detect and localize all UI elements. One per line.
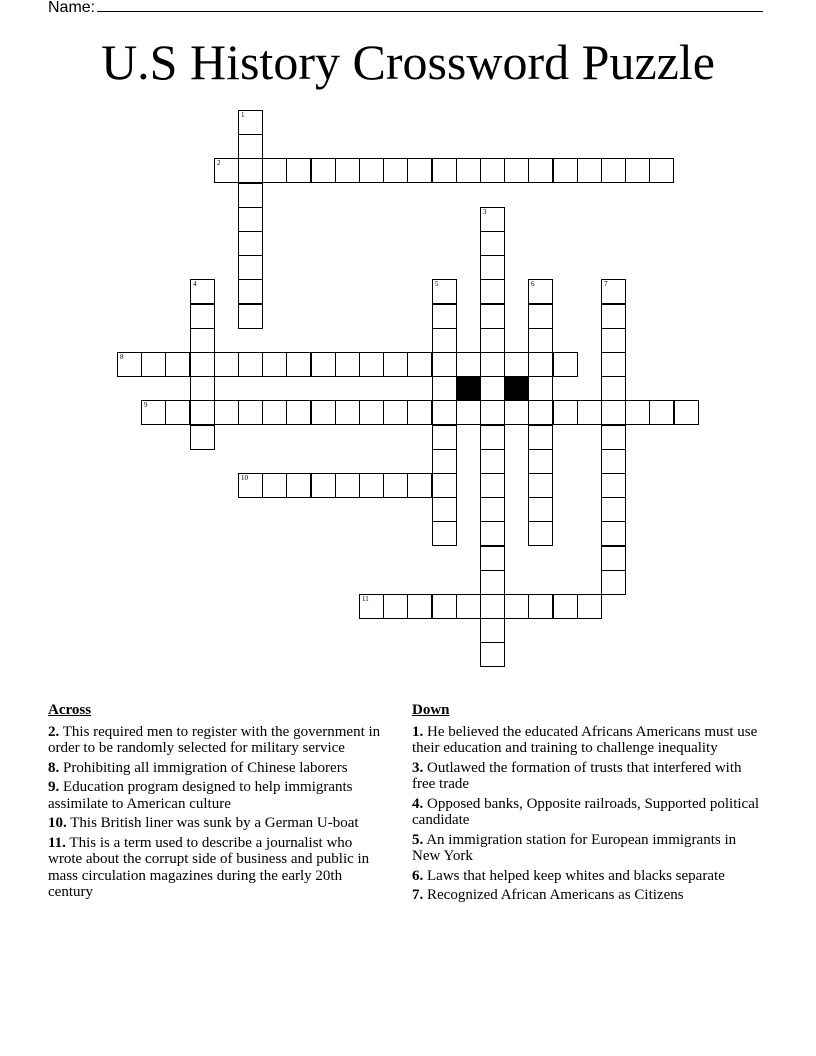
grid-cell[interactable] — [553, 352, 578, 377]
clue-number: 2 — [217, 159, 221, 167]
grid-cell[interactable] — [601, 352, 626, 377]
grid-cell[interactable] — [407, 594, 432, 619]
grid-cell[interactable] — [238, 207, 263, 232]
grid-cell[interactable] — [238, 158, 263, 183]
grid-cell[interactable] — [432, 376, 457, 401]
grid-cell[interactable] — [480, 400, 505, 425]
grid-cell[interactable] — [480, 618, 505, 643]
grid-cell[interactable] — [238, 231, 263, 256]
clue-down-1: 1. He believed the educated Africans Americans must use their education and training to challenge inequality — [412, 723, 758, 756]
clue-number: 1 — [241, 111, 245, 119]
clue-across-11: 11. This is a term used to describe a journalist who wrote about the corrupt side of business and public in mass circulation magazines during the early 20th century — [48, 834, 370, 900]
grid-cell[interactable] — [311, 473, 336, 498]
grid-cell[interactable] — [601, 473, 626, 498]
grid-cell[interactable] — [625, 400, 650, 425]
grid-cell[interactable] — [214, 352, 239, 377]
grid-cell[interactable] — [238, 279, 263, 304]
grid-cell[interactable] — [480, 376, 505, 401]
grid-cell[interactable] — [286, 352, 311, 377]
grid-cell[interactable] — [383, 352, 408, 377]
grid-cell[interactable] — [165, 352, 190, 377]
grid-cell[interactable] — [456, 158, 481, 183]
grid-cell[interactable] — [577, 158, 602, 183]
clue-number: 5 — [435, 280, 439, 288]
grid-cell[interactable] — [601, 425, 626, 450]
grid-cell[interactable] — [674, 400, 699, 425]
grid-cell[interactable] — [553, 594, 578, 619]
clue-number: 11 — [362, 595, 369, 603]
grid-cell[interactable] — [383, 473, 408, 498]
grid-cell[interactable] — [480, 207, 505, 232]
grid-cell[interactable] — [432, 352, 457, 377]
grid-cell[interactable] — [480, 279, 505, 304]
grid-cell[interactable] — [528, 304, 553, 329]
grid-cell[interactable] — [359, 400, 384, 425]
grid-cell[interactable] — [190, 376, 215, 401]
clue-across-2: 2. This required men to register with the government in order to be randomly selected for military service — [48, 723, 381, 756]
black-cell — [456, 376, 481, 401]
grid-cell[interactable] — [480, 570, 505, 595]
name-label: Name: — [48, 0, 96, 16]
grid-cell[interactable] — [238, 352, 263, 377]
grid-cell[interactable] — [407, 352, 432, 377]
grid-cell[interactable] — [432, 158, 457, 183]
clue-down-7: 7. Recognized African Americans as Citizens — [412, 887, 684, 903]
grid-cell[interactable] — [335, 473, 360, 498]
grid-cell[interactable] — [601, 279, 626, 304]
grid-cell[interactable] — [480, 449, 505, 474]
grid-cell[interactable] — [456, 594, 481, 619]
grid-cell[interactable] — [553, 158, 578, 183]
grid-cell[interactable] — [601, 304, 626, 329]
clue-across-9: 9. Education program designed to help immigrants assimilate to American culture — [48, 779, 353, 812]
down-heading: Down — [412, 702, 450, 718]
grid-cell[interactable] — [504, 594, 529, 619]
grid-cell[interactable] — [480, 642, 505, 667]
across-clues — [48, 702, 386, 904]
grid-cell[interactable] — [238, 304, 263, 329]
grid-cell[interactable] — [480, 328, 505, 353]
grid-cell[interactable] — [432, 304, 457, 329]
clue-number: 4 — [193, 280, 197, 288]
grid-cell[interactable] — [528, 158, 553, 183]
grid-cell[interactable] — [553, 400, 578, 425]
grid-cell[interactable] — [165, 400, 190, 425]
grid-cell[interactable] — [480, 425, 505, 450]
grid-cell[interactable] — [528, 497, 553, 522]
grid-cell[interactable] — [432, 425, 457, 450]
grid-cell[interactable] — [407, 400, 432, 425]
grid-cell[interactable] — [214, 400, 239, 425]
grid-cell[interactable] — [190, 425, 215, 450]
grid-cell[interactable] — [601, 570, 626, 595]
grid-cell[interactable] — [480, 594, 505, 619]
grid-cell[interactable] — [528, 328, 553, 353]
grid-cell[interactable] — [286, 473, 311, 498]
grid-cell[interactable] — [238, 183, 263, 208]
grid-cell[interactable] — [528, 400, 553, 425]
clue-number: 8 — [120, 353, 124, 361]
grid-cell[interactable] — [480, 473, 505, 498]
grid-cell[interactable] — [601, 328, 626, 353]
clue-down-3: 3. Outlawed the formation of trusts that interfered with free trade — [412, 759, 742, 792]
grid-cell[interactable] — [649, 158, 674, 183]
grid-cell[interactable] — [504, 400, 529, 425]
grid-cell[interactable] — [528, 376, 553, 401]
grid-cell[interactable] — [335, 158, 360, 183]
grid-cell[interactable] — [117, 352, 142, 377]
grid-cell[interactable] — [601, 400, 626, 425]
grid-cell[interactable] — [528, 352, 553, 377]
grid-cell[interactable] — [480, 352, 505, 377]
clue-across-10: 10. This British liner was sunk by a German U-boat — [48, 815, 359, 831]
grid-cell[interactable] — [190, 304, 215, 329]
grid-cell[interactable] — [432, 521, 457, 546]
grid-cell[interactable] — [601, 376, 626, 401]
grid-cell[interactable] — [577, 400, 602, 425]
clue-number: 3 — [483, 208, 487, 216]
grid-cell[interactable] — [383, 400, 408, 425]
grid-cell[interactable] — [601, 158, 626, 183]
grid-cell[interactable] — [262, 158, 287, 183]
grid-cell[interactable] — [407, 473, 432, 498]
grid-cell[interactable] — [407, 158, 432, 183]
grid-cell[interactable] — [262, 400, 287, 425]
grid-cell[interactable] — [190, 279, 215, 304]
grid-cell[interactable] — [311, 400, 336, 425]
grid-cell[interactable] — [528, 473, 553, 498]
clue-number: 9 — [144, 401, 148, 409]
grid-cell[interactable] — [456, 400, 481, 425]
grid-cell[interactable] — [311, 158, 336, 183]
grid-cell[interactable] — [262, 473, 287, 498]
grid-cell[interactable] — [238, 134, 263, 159]
grid-cell[interactable] — [432, 279, 457, 304]
grid-cell[interactable] — [432, 473, 457, 498]
grid-cell[interactable] — [141, 400, 166, 425]
grid-cell[interactable] — [432, 497, 457, 522]
grid-cell[interactable] — [432, 449, 457, 474]
grid-cell[interactable] — [262, 352, 287, 377]
grid-cell[interactable] — [141, 352, 166, 377]
grid-cell[interactable] — [359, 473, 384, 498]
grid-cell[interactable] — [383, 594, 408, 619]
across-heading: Across — [48, 702, 92, 718]
grid-cell[interactable] — [190, 328, 215, 353]
grid-cell[interactable] — [190, 352, 215, 377]
grid-cell[interactable] — [359, 594, 384, 619]
grid-cell[interactable] — [601, 497, 626, 522]
grid-cell[interactable] — [238, 110, 263, 135]
clue-number: 10 — [241, 474, 248, 482]
grid-cell[interactable] — [286, 400, 311, 425]
clue-down-6: 6. Laws that helped keep whites and blacks separate — [412, 867, 725, 884]
grid-cell[interactable] — [311, 352, 336, 377]
grid-cell[interactable] — [480, 546, 505, 571]
grid-cell[interactable] — [528, 279, 553, 304]
grid-cell[interactable] — [480, 231, 505, 256]
grid-cell[interactable] — [528, 425, 553, 450]
grid-cell[interactable] — [601, 521, 626, 546]
grid-cell[interactable] — [649, 400, 674, 425]
down-clues — [412, 702, 762, 907]
grid-cell[interactable] — [577, 594, 602, 619]
clue-across-8: 8. Prohibiting all immigration of Chinese laborers — [48, 759, 348, 776]
grid-cell[interactable] — [335, 352, 360, 377]
clue-number: 6 — [531, 280, 535, 288]
grid-cell[interactable] — [601, 449, 626, 474]
grid-cell[interactable] — [625, 158, 650, 183]
grid-cell[interactable] — [335, 400, 360, 425]
grid-cell[interactable] — [190, 400, 215, 425]
page-title: U.S History Crossword Puzzle — [101, 34, 715, 90]
grid-cell[interactable] — [504, 158, 529, 183]
grid-cell[interactable] — [359, 158, 384, 183]
grid-cell[interactable] — [480, 521, 505, 546]
clue-down-5: 5. An immigration station for European immigrants in New York — [412, 831, 737, 864]
grid-cell[interactable] — [480, 255, 505, 280]
grid-cell[interactable] — [504, 352, 529, 377]
grid-cell[interactable] — [432, 328, 457, 353]
grid-cell[interactable] — [528, 521, 553, 546]
black-cell — [504, 376, 529, 401]
grid-cell[interactable] — [480, 304, 505, 329]
grid-cell[interactable] — [383, 158, 408, 183]
grid-cell[interactable] — [238, 255, 263, 280]
grid-cell[interactable] — [480, 158, 505, 183]
grid-cell[interactable] — [432, 400, 457, 425]
grid-cell[interactable] — [238, 400, 263, 425]
grid-cell[interactable] — [480, 497, 505, 522]
grid-cell[interactable] — [238, 473, 263, 498]
grid-cell[interactable] — [214, 158, 239, 183]
clue-down-4: 4. Opposed banks, Opposite railroads, Supported political candidate — [412, 795, 760, 828]
clue-number: 7 — [604, 280, 608, 288]
grid-cell[interactable] — [528, 449, 553, 474]
grid-cell[interactable] — [528, 594, 553, 619]
grid-cell[interactable] — [601, 546, 626, 571]
grid-cell[interactable] — [456, 352, 481, 377]
grid-cell[interactable] — [359, 352, 384, 377]
grid-cell[interactable] — [432, 594, 457, 619]
grid-cell[interactable] — [286, 158, 311, 183]
